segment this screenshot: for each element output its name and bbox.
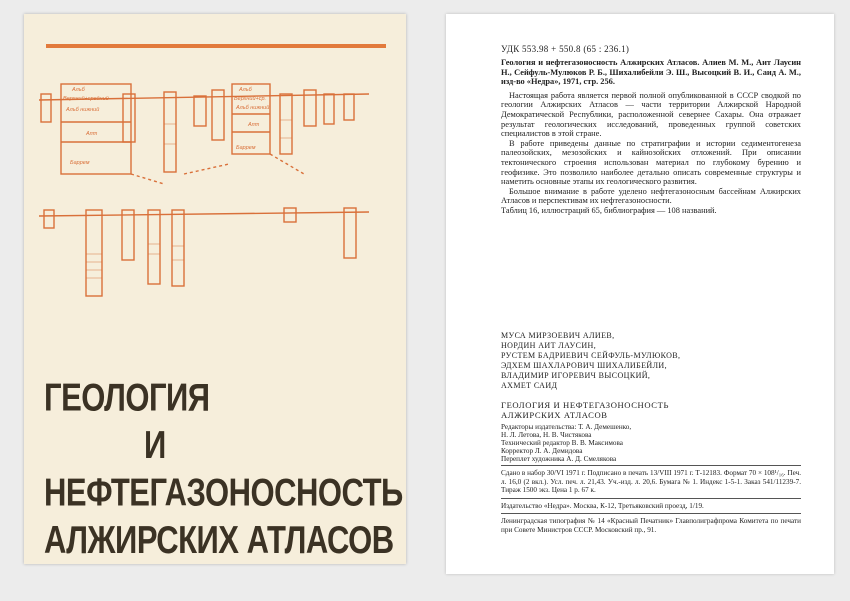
cover-title-line: НЕФТЕГАЗОНОСНОСТЬ	[44, 470, 403, 514]
printer-address: Ленинградская типография № 14 «Красный Печатник» Главполиграфпрома Комитета по печати при Совете Министров СССР. Московский пр., 91.	[501, 517, 801, 534]
book-title-line: АЛЖИРСКИХ АТЛАСОВ	[501, 410, 608, 420]
author-name: ЭДХЕМ ШАХЛАРОВИЧ ШИХАЛИБЕЙЛИ,	[501, 361, 667, 370]
cover-title-line: АЛЖИРСКИХ АТЛАСОВ	[44, 517, 394, 562]
well-column	[284, 208, 296, 222]
well-column	[41, 94, 51, 122]
label-apt: Апт	[248, 122, 260, 128]
well-column	[122, 210, 134, 260]
abstract-paragraph: Большое внимание в работе уделено нефтегазоносным бассейнам Алжирских Атласов и перспективам их нефтегазоносности.	[501, 186, 801, 206]
well-column	[324, 94, 334, 124]
editorial-credits	[501, 423, 801, 463]
label-barrem: Баррем	[70, 160, 90, 166]
credit-line: Корректор Л. А. Демидова	[501, 447, 583, 455]
book-title-line: ГЕОЛОГИЯ И НЕФТЕГАЗОНОСНОСТЬ	[501, 400, 669, 410]
label-alb: Альб	[239, 87, 252, 93]
cover-title	[44, 374, 403, 564]
author-name: АХМЕТ САИД	[501, 381, 558, 390]
abstract-paragraph: В работе приведены данные по стратиграфии и истории седиментогенеза палеозойских, мезозойских и кайнозойских отложений. При описании тектонического строения использован материал по глубокому бурению и геофизике. Это позволило наиболее детально описать современные структуры и наметить основные этапы их геологического развития.	[501, 138, 801, 187]
author-name: ВЛАДИМИР ИГОРЕВИЧ ВЫСОЦКИЙ,	[501, 371, 651, 380]
well-column	[280, 94, 292, 154]
correlation-line-lower	[39, 212, 369, 216]
imprint	[501, 463, 801, 538]
divider	[501, 498, 801, 499]
publisher-address: Издательство «Недра». Москва, К-12, Третьяковский проезд, 1/19.	[501, 501, 704, 510]
label-apt: Апт	[86, 131, 98, 137]
divider	[501, 513, 801, 514]
divider	[501, 465, 801, 466]
author-name: РУСТЕМ БАДРИЕВИЧ СЕЙФУЛЬ-МУЛЮКОВ,	[501, 351, 681, 360]
label-alb-lower: Альб нижний	[66, 107, 100, 113]
abstract-stats: Таблиц 16, иллюстраций 65, библиография — 108 названий.	[501, 205, 717, 215]
udk-code: УДК 553.98 + 550.8 (65 : 236.1)	[501, 44, 630, 54]
well-column	[164, 92, 176, 172]
label-upper-middle: Верхний+ср.	[234, 96, 267, 102]
cover-title-line: ГЕОЛОГИЯ	[44, 375, 210, 419]
strat-block-b	[232, 84, 270, 154]
abstract-block	[501, 58, 801, 216]
well-column	[172, 210, 184, 286]
well-column	[86, 210, 102, 296]
cover-title-line: И	[144, 422, 166, 467]
well-column	[194, 96, 206, 126]
colophon-page	[446, 14, 834, 574]
author-name: НОРДИН АИТ ЛАУСИН,	[501, 341, 597, 350]
label-upper-middle: Верхний+средний	[63, 96, 109, 102]
author-list	[501, 331, 801, 391]
well-column	[148, 210, 160, 284]
well-column	[44, 210, 54, 228]
abstract-paragraph: Настоящая работа является первой полной опубликованной в СССР сводкой по геологии Алжирских Атласов — части территории Алжирской Народной Демократической Республики, расположенной севернее Сахары. Она отражает результат геологических исследований, проведенных группой советских специалистов в этой стране.	[501, 90, 801, 139]
label-alb-lower: Альб нижний	[236, 105, 270, 111]
credit-line: Редакторы издательства: Т. А. Демешенко,	[501, 423, 632, 431]
credit-line: Переплет художника А. Д. Смелякова	[501, 455, 617, 463]
print-details: Сдано в набор 30/VI 1971 г. Подписано в печать 13/VIII 1971 г. Т-12183. Формат 70 × 108¹/₁₆. Печ. л. 16,0 (2 вкл.). Усл. печ. л. 21,43. Уч.-изд. л. 20,6. Бумага № 1. Индекс 1-5-1. Заказ 541/11239-7. Тираж 1500 экз. Цена 1 р. 67 к.	[501, 469, 801, 495]
book-cover	[24, 14, 406, 564]
credit-line: Технический редактор В. В. Максимова	[501, 439, 623, 447]
label-alb: Альб	[72, 87, 85, 93]
well-column	[344, 94, 354, 120]
bibliographic-reference: Геология и нефтегазоносность Алжирских Атласов. Алиев М. М., Аит Лаусин Н., Сейфуль-Мулюков Р. Б., Шихалибейли Э. Ш., Высоцкий В. И., Саид А. М., изд-во «Недра», 1971, стр. 256.	[501, 58, 801, 87]
well-column	[123, 94, 135, 142]
well-column	[344, 208, 356, 258]
author-name: МУСА МИРЗОЕВИЧ АЛИЕВ,	[501, 331, 615, 340]
credit-line: Н. Л. Летова, Н. В. Чистякова	[501, 431, 592, 439]
book-title	[501, 400, 801, 420]
label-barrem: Баррем	[236, 145, 256, 151]
